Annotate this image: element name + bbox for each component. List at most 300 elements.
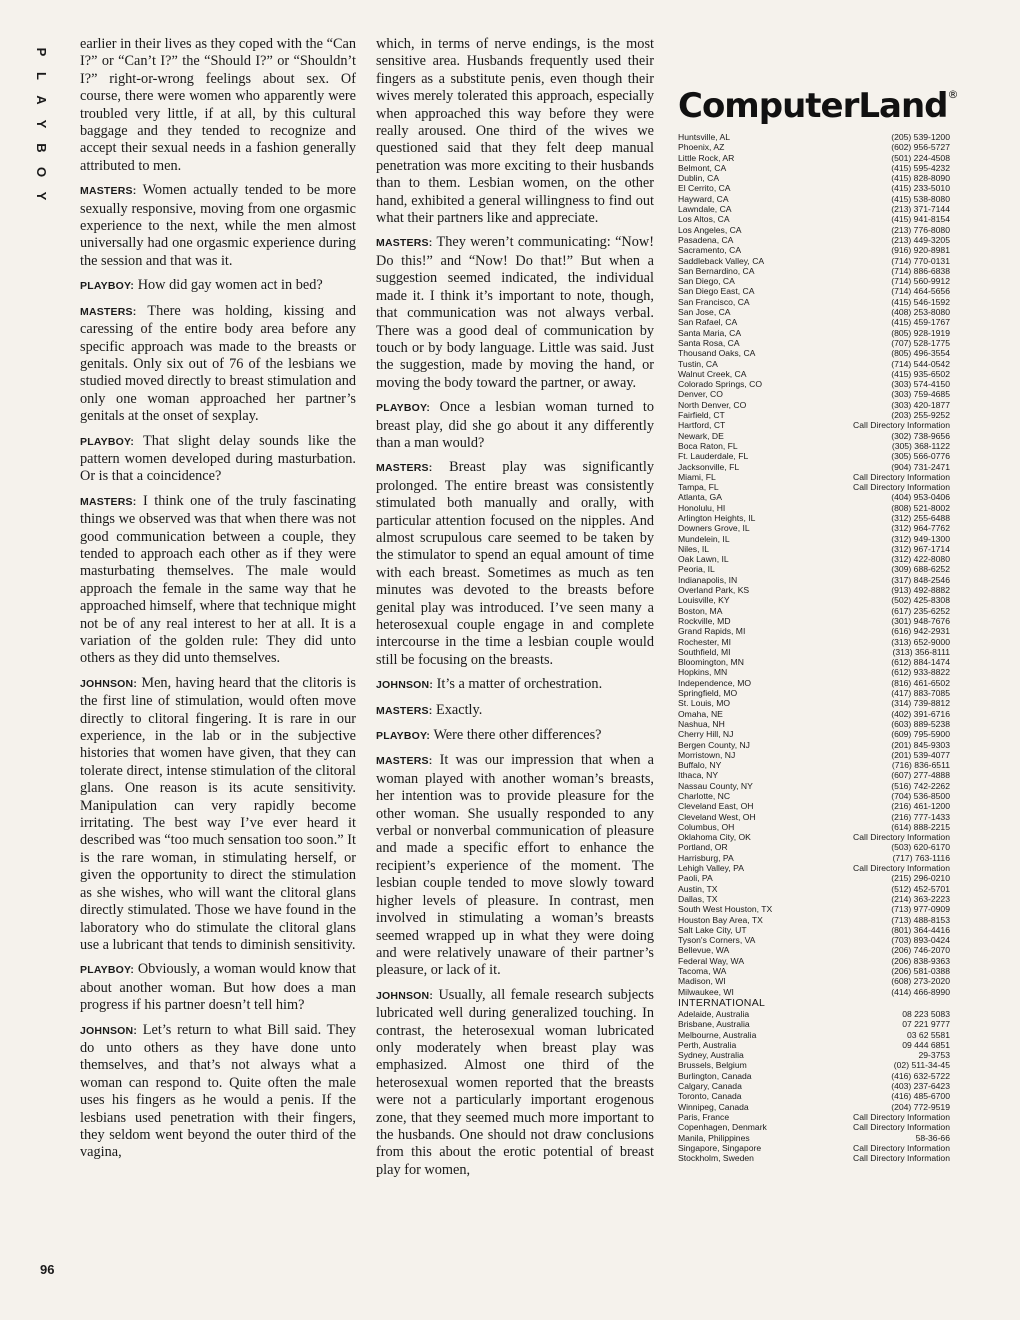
store-phone: 29-3753 — [918, 1050, 950, 1061]
store-location — [678, 554, 950, 564]
store-location — [678, 606, 950, 616]
store-phone: (617) 235-6252 — [891, 605, 950, 616]
store-city: Atlanta, GA — [678, 492, 722, 503]
magazine-letter: P — [34, 47, 49, 57]
store-city: Tacoma, WA — [678, 966, 727, 977]
store-city: Tyson's Corners, VA — [678, 935, 756, 946]
store-phone: Call Directory Information — [853, 471, 950, 482]
store-location — [678, 142, 950, 152]
store-city: Copenhagen, Denmark — [678, 1122, 767, 1133]
store-location — [678, 585, 950, 595]
store-city: Paoli, PA — [678, 873, 713, 884]
speaker-label: JOHNSON: — [80, 1024, 138, 1037]
store-location — [678, 317, 950, 327]
store-location — [678, 544, 950, 554]
store-phone: (302) 738-9656 — [891, 430, 950, 441]
store-phone: (201) 845-9303 — [891, 739, 950, 750]
store-city: Tustin, CA — [678, 358, 718, 369]
store-location — [678, 1060, 950, 1070]
store-phone: (603) 889-5238 — [891, 718, 950, 729]
store-phone: (415) 595-4232 — [891, 162, 950, 173]
store-phone: (805) 928-1919 — [891, 327, 950, 338]
store-city: Santa Maria, CA — [678, 327, 742, 338]
store-phone: (213) 371-7144 — [891, 204, 950, 215]
paragraph-text: Men, having heard that the clitoris is the first line of stimulation, would often move directly to clitoral fingering. It is rare in our experience, in the lab or in the subjective histories that women have given, that they can tolerate direct, intense stimulation of the clitoral glans. One reason is its acute sensitivity. Manipulation can very rapidly become irritating. The best way I’ve ever heard it described was “too much sensation too soon.” It is the rare woman, in stimulating herself, or given the opportunity to direct the stimulation as she wishes, who will want the clitoral glans directly stimulated. Those we have found in the laboratory who do stimulate the clitoral glans use a lubricant that tends to diminish sensitivity. — [80, 674, 356, 953]
store-location — [678, 750, 950, 760]
store-city: San Diego, CA — [678, 276, 735, 287]
store-phone: (607) 277-4888 — [891, 770, 950, 781]
store-phone: Call Directory Information — [853, 1111, 950, 1122]
store-city: Niles, IL — [678, 543, 710, 554]
store-city: Cleveland East, OH — [678, 801, 754, 812]
store-city: St. Louis, MO — [678, 698, 731, 709]
store-city: Dallas, TX — [678, 893, 718, 904]
store-city: Manila, Philippines — [678, 1132, 750, 1143]
store-location — [678, 770, 950, 780]
store-city: Nassau County, NY — [678, 780, 753, 791]
store-location — [678, 1091, 950, 1101]
store-location — [678, 513, 950, 523]
article-paragraph — [80, 433, 356, 486]
store-phone: 07 221 9777 — [902, 1019, 950, 1030]
store-city: Tampa, FL — [678, 482, 719, 493]
store-location — [678, 987, 950, 997]
store-city: Walnut Creek, CA — [678, 368, 747, 379]
article-paragraph — [80, 675, 356, 955]
store-city: Burlington, Canada — [678, 1070, 752, 1081]
store-phone: (415) 941-8154 — [891, 214, 950, 225]
store-phone: (415) 233-5010 — [891, 183, 950, 194]
store-phone: (312) 967-1714 — [891, 543, 950, 554]
computerland-logo: ComputerLand® — [678, 86, 958, 126]
article-paragraph — [80, 303, 356, 426]
store-location — [678, 791, 950, 801]
paragraph-text: They weren’t communicating: “Now! Do this!” and “Now! Do that!” But when a suggestion seemed indicated, the individual made it. I think it’s important to note, though, that communication was not always verbal. There was a good deal of communication by touch or by body language. Little was said. Just the suggestion, made by moving the hand, or moving the body toward the partner, or away. — [376, 234, 654, 391]
store-phone: Call Directory Information — [853, 1153, 950, 1164]
store-city: Miami, FL — [678, 471, 716, 482]
speaker-label: PLAYBOY: — [376, 402, 431, 415]
store-phone: (816) 461-6502 — [891, 677, 950, 688]
store-city: Lehigh Valley, PA — [678, 863, 744, 874]
article-paragraph — [376, 987, 654, 1179]
store-location — [678, 564, 950, 574]
store-phone: (216) 777-1433 — [891, 811, 950, 822]
paragraph-text: How did gay women act in bed? — [137, 277, 323, 294]
store-phone: (305) 368-1122 — [891, 440, 950, 451]
article-paragraph — [376, 727, 654, 745]
store-city: Madison, WI — [678, 976, 726, 987]
store-city: Nashua, NH — [678, 718, 725, 729]
store-location — [678, 379, 950, 389]
store-location — [678, 225, 950, 235]
store-city: Denver, CO — [678, 389, 723, 400]
store-location — [678, 286, 950, 296]
store-phone: (714) 770-0131 — [891, 255, 950, 266]
store-phone: (213) 776-8080 — [891, 224, 950, 235]
store-phone: (313) 652-9000 — [891, 636, 950, 647]
store-location — [678, 945, 950, 955]
store-location — [678, 1019, 950, 1029]
store-location — [678, 266, 950, 276]
store-phone: (416) 485-6700 — [891, 1091, 950, 1102]
store-location — [678, 863, 950, 873]
store-phone: (415) 828-8090 — [891, 173, 950, 184]
store-location — [678, 1009, 950, 1019]
store-phone: (215) 296-0210 — [891, 873, 950, 884]
store-location — [678, 637, 950, 647]
store-city: Charlotte, NC — [678, 791, 731, 801]
store-location — [678, 1050, 950, 1060]
store-location — [678, 1133, 950, 1143]
store-phone: (402) 391-6716 — [891, 708, 950, 719]
store-phone: (612) 933-8822 — [891, 667, 950, 678]
magazine-letter: A — [34, 95, 49, 105]
store-location — [678, 462, 950, 472]
paragraph-text: Breast play was significantly prolonged. The entire breast was consistently stimulated both manually and orally, with particular attention focused on the nipples. And almost scrupulous care seemed to be taken by the stimulator to spend an equal amount of time with each breast. Sometimes as much as ten minutes was devoted to the breasts before genital play was introduced. I’ve seen many a heterosexual couple engage in and complete intercourse in the time a lesbian couple would still be focusing on the breasts. — [376, 459, 654, 668]
store-city: Columbus, OH — [678, 821, 735, 832]
store-city: Bloomington, MN — [678, 657, 744, 668]
store-phone: (616) 942-2931 — [891, 626, 950, 637]
store-location — [678, 915, 950, 925]
international-location-list — [678, 1009, 950, 1163]
store-city: Springfield, MO — [678, 688, 738, 699]
store-city: San Bernardino, CA — [678, 265, 755, 276]
store-location — [678, 709, 950, 719]
store-location — [678, 760, 950, 770]
store-city: South West Houston, TX — [678, 904, 773, 915]
store-location — [678, 297, 950, 307]
store-phone: (303) 574-4150 — [891, 379, 950, 390]
store-phone: Call Directory Information — [853, 1142, 950, 1153]
store-location — [678, 214, 950, 224]
article-paragraph — [376, 399, 654, 452]
store-city: North Denver, CO — [678, 399, 747, 410]
store-phone: (801) 364-4416 — [891, 924, 950, 935]
paragraph-text: It was our impression that when a woman played with another woman’s breasts, her intention was to provide pleasure for the other woman. She usually responded to any verbal or nonverbal communication of pleasure and made a specific effort to enhance the recipient’s experience of the moment. The lesbian couple tended to move slowly toward higher levels of pleasure. In contrast, men involved in stimulating a woman’s breasts seemed wrapped up in what they were doing and were relatively unaware of their partner’s pleasure, or lack of it. — [376, 752, 655, 979]
paragraph-text: It’s a matter of orchestration. — [436, 676, 603, 693]
store-location — [678, 956, 950, 966]
store-location-list — [678, 132, 950, 997]
store-location — [678, 328, 950, 338]
store-city: Peoria, IL — [678, 564, 715, 575]
store-phone: Call Directory Information — [853, 863, 950, 874]
store-phone: (314) 739-8812 — [891, 698, 950, 709]
store-phone: (206) 746-2070 — [891, 945, 950, 956]
store-location — [678, 976, 950, 986]
store-phone: (417) 883-7085 — [891, 688, 950, 699]
store-city: Lawndale, CA — [678, 204, 732, 215]
store-phone: (312) 422-8080 — [891, 554, 950, 565]
paragraph-text: Obviously, a woman would know that about another woman. But how does a man progress if his partner doesn’t tell him? — [80, 961, 356, 1014]
store-phone: (512) 452-5701 — [891, 883, 950, 894]
store-location — [678, 338, 950, 348]
magazine-letter: Y — [34, 119, 49, 129]
store-city: Little Rock, AR — [678, 152, 735, 163]
store-city: Bellevue, WA — [678, 945, 730, 956]
paragraph-text: Let’s return to what Bill said. They do unto others as they have done unto themselves, and that’s not always what a woman can respond to. Quite often the male uses his fingers as he would a penis. If the lesbians used penetration with their fingers, they seldom went beyond the outer third of the vagina, — [80, 1021, 356, 1161]
article-paragraph — [376, 36, 654, 227]
store-phone: (303) 420-1877 — [891, 399, 950, 410]
store-city: Calgary, Canada — [678, 1081, 742, 1092]
page-number: 96 — [40, 1262, 55, 1277]
store-city: Pasadena, CA — [678, 234, 734, 245]
store-location — [678, 1071, 950, 1081]
store-phone: 03 62 5581 — [906, 1029, 950, 1040]
store-phone: (503) 620-6170 — [891, 842, 950, 853]
store-phone: (614) 888-2215 — [891, 821, 950, 832]
store-phone: (206) 581-0388 — [891, 966, 950, 977]
store-city: Thousand Oaks, CA — [678, 348, 756, 359]
store-phone: (312) 255-6488 — [891, 512, 950, 523]
speaker-label: MASTERS: — [80, 185, 137, 198]
store-city: Rochester, MI — [678, 636, 732, 647]
store-phone: (516) 742-2262 — [891, 780, 950, 791]
store-city: Boston, MA — [678, 605, 723, 616]
store-phone: (415) 459-1767 — [891, 317, 950, 328]
store-location — [678, 194, 950, 204]
store-phone: (213) 449-3205 — [891, 234, 950, 245]
store-location — [678, 482, 950, 492]
store-location — [678, 626, 950, 636]
store-location — [678, 832, 950, 842]
store-city: Colorado Springs, CO — [678, 379, 763, 390]
store-phone: (312) 964-7762 — [891, 523, 950, 534]
store-city: Overland Park, KS — [678, 585, 750, 596]
store-city: Melbourne, Australia — [678, 1029, 757, 1040]
store-phone: (608) 273-2020 — [891, 976, 950, 987]
store-city: Toronto, Canada — [678, 1091, 742, 1102]
store-city: Houston Bay Area, TX — [678, 914, 763, 925]
store-phone: (714) 886-6838 — [891, 265, 950, 276]
store-location — [678, 420, 950, 430]
store-city: Adelaide, Australia — [678, 1008, 750, 1019]
store-location — [678, 595, 950, 605]
store-city: Arlington Heights, IL — [678, 512, 756, 523]
store-phone: (404) 953-0406 — [891, 492, 950, 503]
store-phone: 09 444 6851 — [902, 1039, 950, 1050]
store-city: Los Altos, CA — [678, 214, 730, 225]
store-location — [678, 698, 950, 708]
store-city: Jacksonville, FL — [678, 461, 740, 472]
store-city: Belmont, CA — [678, 162, 727, 173]
store-location — [678, 873, 950, 883]
store-phone: (214) 363-2223 — [891, 893, 950, 904]
store-phone: (713) 977-0909 — [891, 904, 950, 915]
store-phone: (714) 560-9912 — [891, 276, 950, 287]
speaker-label: MASTERS: — [376, 462, 433, 475]
store-location — [678, 183, 950, 193]
store-location — [678, 389, 950, 399]
store-location — [678, 1030, 950, 1040]
store-city: Grand Rapids, MI — [678, 626, 746, 637]
speaker-label: MASTERS: — [376, 704, 433, 717]
store-location — [678, 1122, 950, 1132]
store-city: Buffalo, NY — [678, 760, 722, 771]
article-paragraph — [80, 961, 356, 1014]
store-phone: (602) 956-5727 — [891, 142, 950, 153]
speaker-label: JOHNSON: — [376, 989, 434, 1002]
store-location — [678, 884, 950, 894]
store-city: Hayward, CA — [678, 193, 729, 204]
store-city: Oak Lawn, IL — [678, 554, 729, 565]
paragraph-text: Women actually tended to be more sexually responsive, moving from one orgasmic experience to the next, while the men almost universally had one orgasmic experience during the session and that was it. — [80, 182, 356, 269]
store-city: Omaha, NE — [678, 708, 723, 719]
store-city: Bergen County, NJ — [678, 739, 750, 750]
store-city: Los Angeles, CA — [678, 224, 742, 235]
store-city: Ithaca, NY — [678, 770, 719, 781]
paragraph-text: I think one of the truly fascinating things we observed was that when there was not good communication between a couple, they tended to approach each other as if they were masturbating themselves. The male would approach the female in the same way that he approached himself, where that technique might not be of any real interest to her at all. It is a variation of the golden rule: They did unto others as they did unto themselves. — [80, 492, 357, 667]
article-paragraph — [80, 36, 356, 175]
store-city: Newark, DE — [678, 430, 724, 441]
store-phone: (408) 253-8080 — [891, 307, 950, 318]
store-city: Austin, TX — [678, 883, 718, 894]
store-phone: (02) 511-34-45 — [893, 1060, 950, 1071]
store-city: El Cerrito, CA — [678, 183, 731, 194]
store-city: Louisville, KY — [678, 595, 730, 606]
store-phone: (703) 893-0424 — [891, 935, 950, 946]
store-location — [678, 410, 950, 420]
magazine-letter: Y — [34, 191, 49, 201]
store-location — [678, 431, 950, 441]
store-phone: (713) 488-8153 — [891, 914, 950, 925]
article-paragraph — [376, 234, 654, 392]
store-city: Ft. Lauderdale, FL — [678, 451, 749, 462]
store-location — [678, 534, 950, 544]
store-location — [678, 492, 950, 502]
store-city: San Rafael, CA — [678, 317, 738, 328]
article-paragraph — [376, 676, 654, 694]
store-location — [678, 235, 950, 245]
store-city: Honolulu, HI — [678, 502, 726, 513]
store-location — [678, 678, 950, 688]
store-location — [678, 894, 950, 904]
store-location — [678, 173, 950, 183]
store-location — [678, 935, 950, 945]
store-city: Salt Lake City, UT — [678, 924, 747, 935]
store-location — [678, 781, 950, 791]
store-location — [678, 132, 950, 142]
store-city: Brussels, Belgium — [678, 1060, 747, 1071]
store-location — [678, 575, 950, 585]
store-location — [678, 822, 950, 832]
speaker-label: JOHNSON: — [80, 677, 138, 690]
store-city: Federal Way, WA — [678, 955, 745, 966]
store-location — [678, 1153, 950, 1163]
article-paragraph — [376, 459, 654, 669]
store-city: Santa Rosa, CA — [678, 337, 740, 348]
store-location — [678, 245, 950, 255]
store-phone: (216) 461-1200 — [891, 801, 950, 812]
speaker-label: PLAYBOY: — [376, 730, 431, 743]
store-city: Independence, MO — [678, 677, 752, 688]
store-city: Stockholm, Sweden — [678, 1153, 754, 1164]
computerland-ad — [678, 86, 958, 1164]
store-phone: (913) 492-8882 — [891, 585, 950, 596]
store-city: Rockville, MD — [678, 615, 731, 626]
store-phone: (502) 425-8308 — [891, 595, 950, 606]
store-location — [678, 904, 950, 914]
store-location — [678, 966, 950, 976]
store-phone: (716) 836-6511 — [891, 760, 950, 771]
store-city: Oklahoma City, OK — [678, 832, 751, 843]
store-city: Boca Raton, FL — [678, 440, 738, 451]
store-city: Southfield, MI — [678, 646, 731, 657]
store-phone: (808) 521-8002 — [891, 502, 950, 513]
store-phone: (916) 920-8981 — [891, 245, 950, 256]
store-city: Harrisburg, PA — [678, 852, 734, 863]
store-phone: (415) 546-1592 — [891, 296, 950, 307]
store-city: Sacramento, CA — [678, 245, 742, 256]
magazine-running-head — [30, 40, 52, 200]
store-phone: (717) 763-1116 — [892, 852, 950, 863]
store-phone: (305) 566-0776 — [891, 451, 950, 462]
store-city: Hartford, CT — [678, 420, 726, 431]
store-city: Sydney, Australia — [678, 1050, 744, 1061]
store-location — [678, 256, 950, 266]
store-phone: (205) 539-1200 — [891, 132, 950, 142]
store-phone: (501) 224-4508 — [891, 152, 950, 163]
store-phone: (309) 688-6252 — [891, 564, 950, 575]
store-phone: (707) 528-1775 — [891, 337, 950, 348]
paragraph-text: That slight delay sounds like the pattern women developed during masturbation. Or is that a coincidence? — [80, 432, 356, 485]
store-location — [678, 616, 950, 626]
store-phone: 58-36-66 — [915, 1132, 950, 1143]
store-location — [678, 451, 950, 461]
magazine-letter: O — [34, 166, 49, 178]
paragraph-text: Were there other differences? — [433, 727, 602, 744]
store-phone: (414) 466-8990 — [891, 986, 950, 997]
magazine-letter: L — [34, 72, 49, 80]
store-phone: (714) 544-0542 — [891, 358, 950, 369]
paragraph-text: Exactly. — [436, 701, 483, 718]
store-location — [678, 400, 950, 410]
store-city: Saddleback Valley, CA — [678, 255, 765, 266]
store-location — [678, 204, 950, 214]
store-city: Brisbane, Australia — [678, 1019, 750, 1030]
store-city: Phoenix, AZ — [678, 142, 725, 153]
store-location — [678, 853, 950, 863]
store-city: Cleveland West, OH — [678, 811, 756, 822]
store-location — [678, 812, 950, 822]
article-paragraph — [376, 702, 654, 720]
store-phone: (415) 935-6502 — [891, 368, 950, 379]
store-phone: (301) 948-7676 — [891, 615, 950, 626]
store-phone: 08 223 5083 — [902, 1008, 950, 1019]
store-city: Morristown, NJ — [678, 749, 736, 760]
store-location — [678, 1081, 950, 1091]
store-location — [678, 740, 950, 750]
magazine-letter: B — [34, 143, 49, 153]
store-phone: (609) 795-5900 — [891, 729, 950, 740]
store-location — [678, 842, 950, 852]
store-location — [678, 359, 950, 369]
store-location — [678, 801, 950, 811]
store-city: San Jose, CA — [678, 307, 731, 318]
store-location — [678, 441, 950, 451]
speaker-label: MASTERS: — [376, 755, 433, 768]
store-phone: (201) 539-4077 — [891, 749, 950, 760]
store-location — [678, 369, 950, 379]
store-city: Winnipeg, Canada — [678, 1101, 749, 1112]
store-location — [678, 472, 950, 482]
article-paragraph — [80, 277, 356, 295]
store-location — [678, 667, 950, 677]
store-phone: (206) 838-9363 — [891, 955, 950, 966]
speaker-label: PLAYBOY: — [80, 964, 135, 977]
store-phone: (805) 496-3554 — [891, 348, 950, 359]
speaker-label: PLAYBOY: — [80, 280, 135, 293]
international-heading: INTERNATIONAL — [678, 996, 766, 1009]
